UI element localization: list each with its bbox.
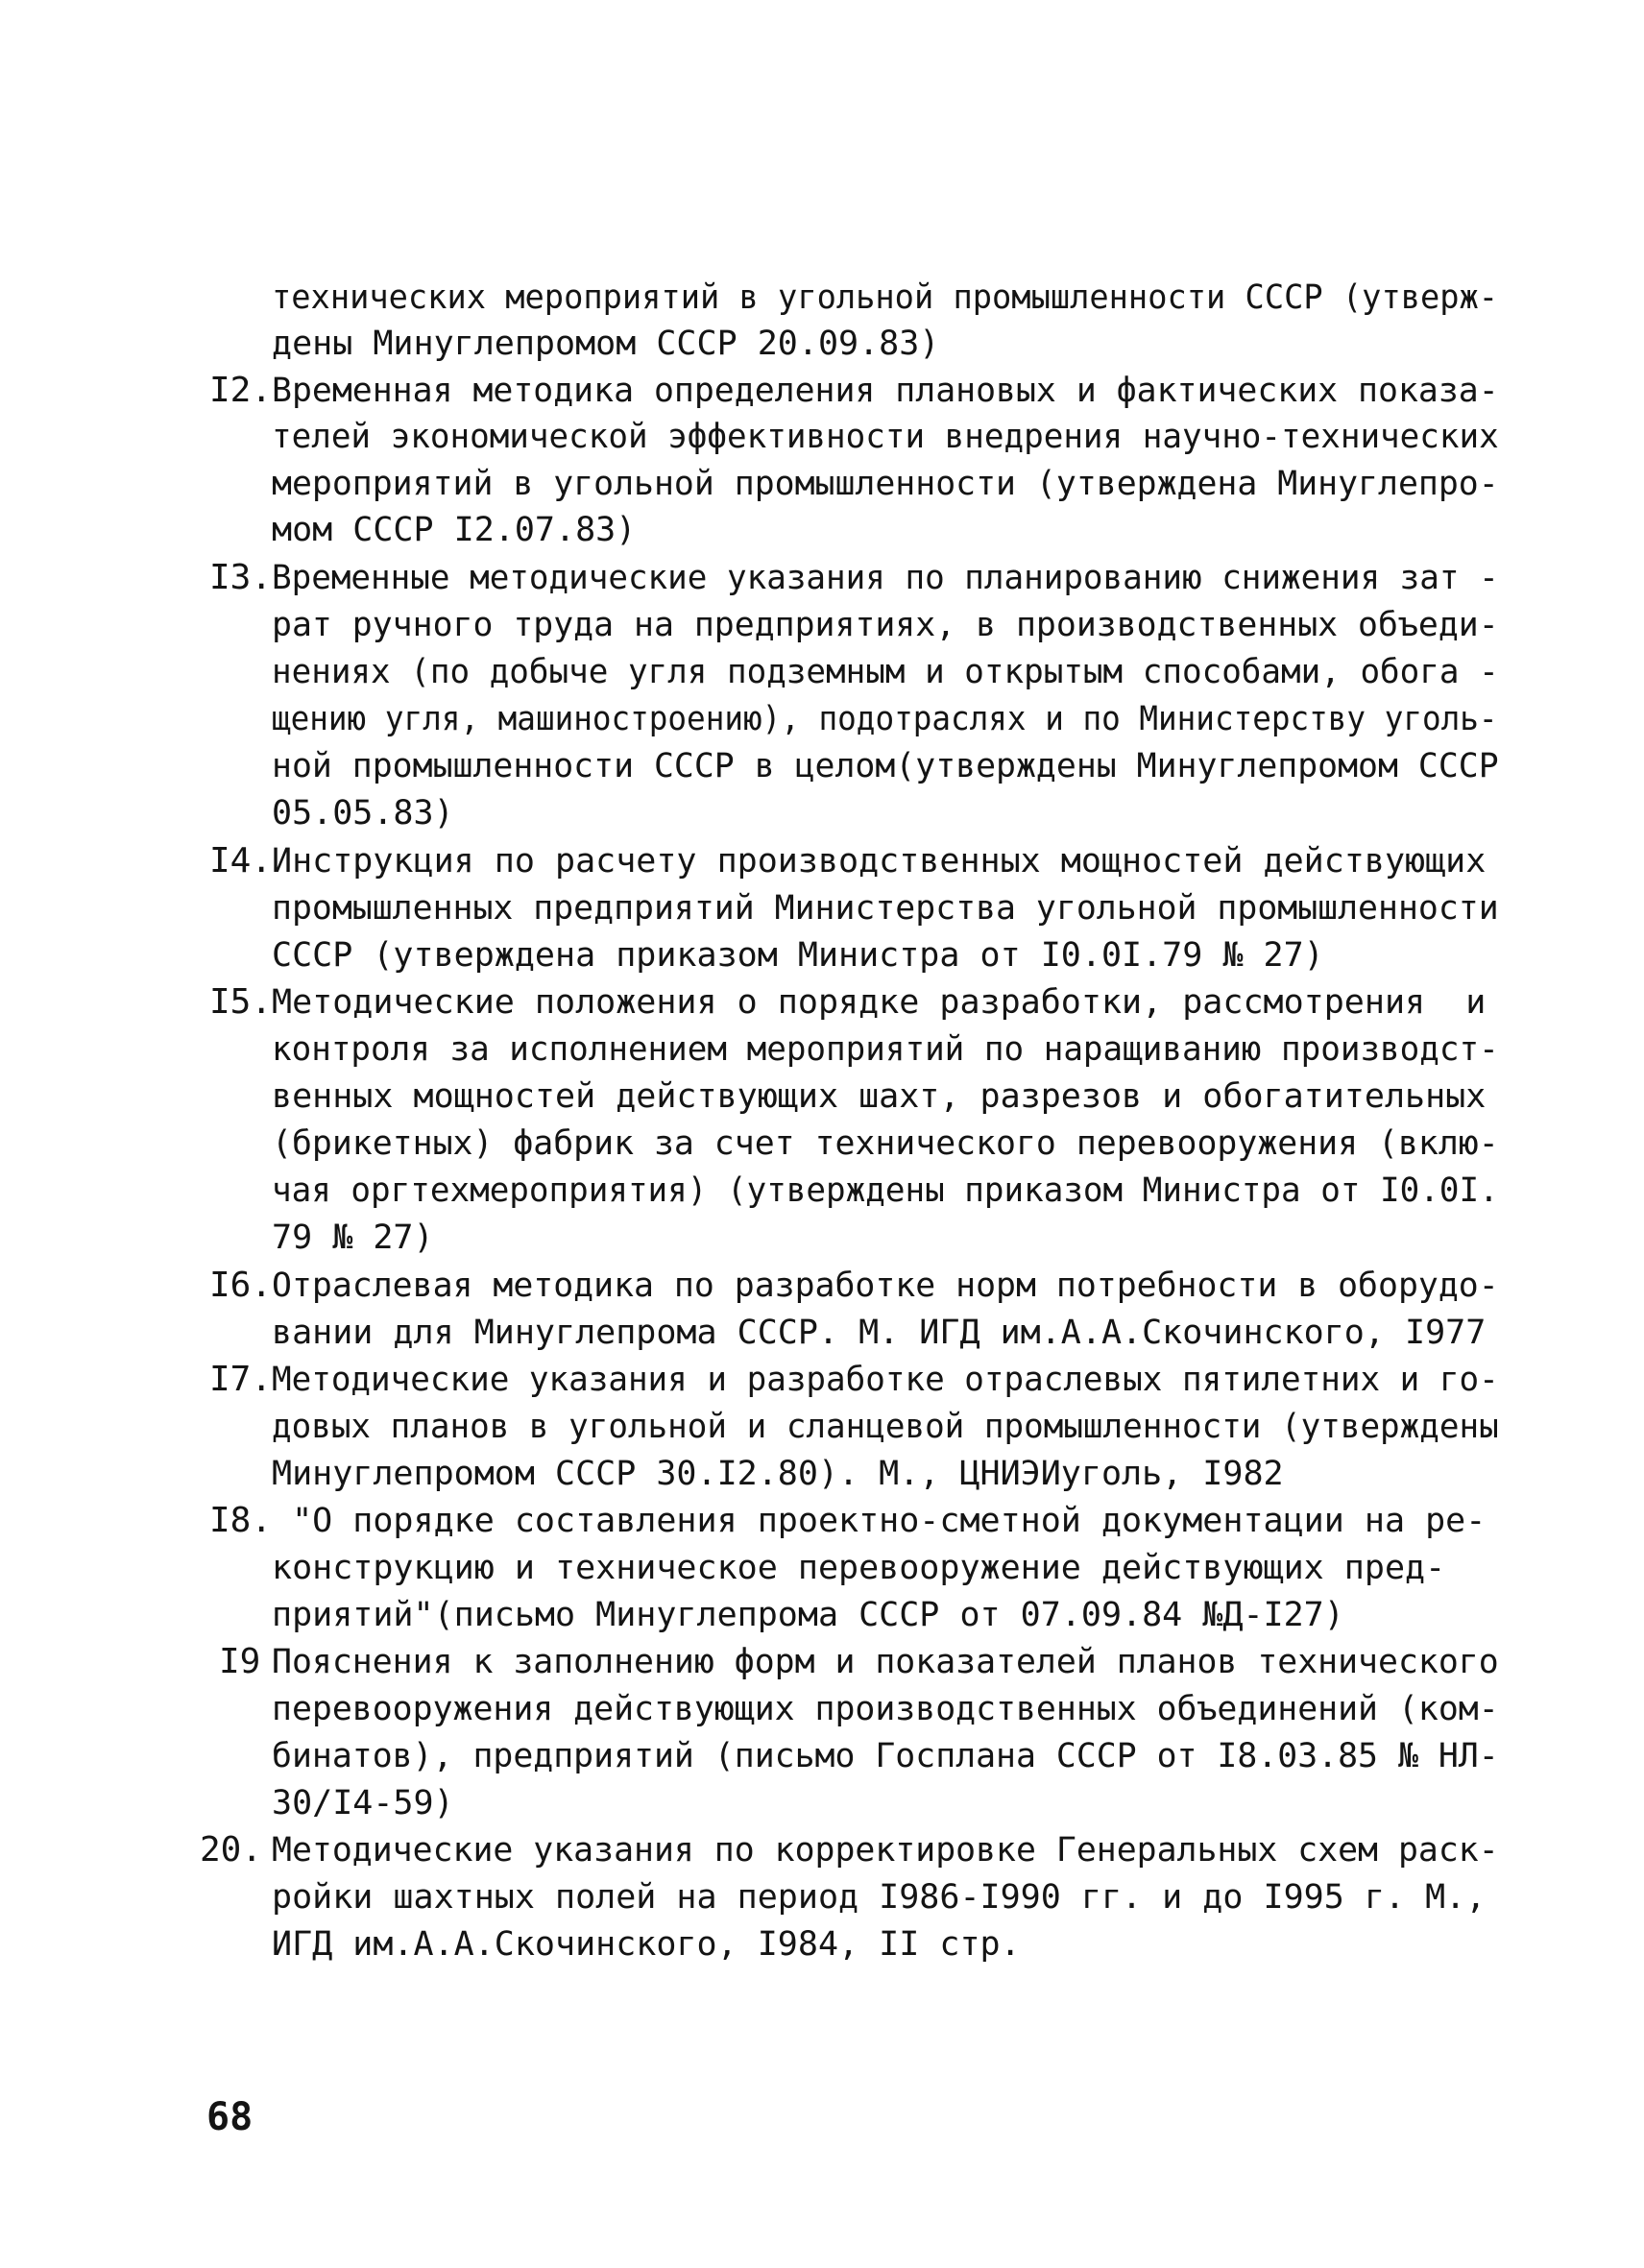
item-line: 30/I4-59) xyxy=(272,1784,454,1822)
item-line: перевооружения действующих производственных объединений (ком- xyxy=(272,1690,1499,1728)
item-line: ройки шахтных полей на период I986-I990 гг. и до I995 г. М., xyxy=(272,1878,1487,1917)
item-line: СССР (утверждена приказом Министра от I0.0I.79 № 27) xyxy=(272,936,1324,975)
item-number: I4. xyxy=(209,841,273,881)
page-number: 68 xyxy=(206,2095,254,2139)
item-line: Методические положения о порядке разработки, рассмотрения и xyxy=(272,983,1487,1022)
item-number: I6. xyxy=(209,1266,273,1305)
item-line: Пояснения к заполнению форм и показателей планов технического xyxy=(272,1643,1499,1681)
item-line: мероприятий в угольной промышленности (утверждена Минуглепро- xyxy=(272,465,1499,503)
item-line: промышленных предприятий Министерства угольной промышленности xyxy=(272,889,1499,928)
item-line: 05.05.83) xyxy=(272,794,454,832)
item-number: I5. xyxy=(209,982,273,1022)
item-line: ной промышленности СССР в целом(утверждены Минуглепромом СССР xyxy=(272,747,1499,785)
item-line: 79 № 27) xyxy=(272,1218,434,1257)
item-line: Временная методика определения плановых и фактических показа- xyxy=(272,372,1499,410)
item-line: мом СССР I2.07.83) xyxy=(272,511,637,549)
item-line: нениях (по добыче угля подземным и открытым способами, обога - xyxy=(272,653,1499,691)
lead-line: дены Минуглепромом СССР 20.09.83) xyxy=(272,325,940,363)
item-line: Инструкция по расчету производственных мощностей действующих xyxy=(272,842,1487,881)
item-line: Методические указания и разработке отраслевых пятилетних и го- xyxy=(272,1361,1499,1399)
item-line: телей экономической эффективности внедрения научно-технических xyxy=(272,418,1499,456)
item-line: ИГД им.А.А.Скочинского, I984, II стр. xyxy=(272,1925,1021,1964)
item-line: конструкцию и техническое перевооружение действующих пред- xyxy=(272,1549,1446,1587)
item-line: Минуглепромом СССР 30.I2.80). М., ЦНИЭИуголь, I982 xyxy=(272,1455,1284,1493)
item-line: чая оргтехмероприятия) (утверждены приказом Министра от I0.0I. xyxy=(272,1171,1499,1210)
item-line: щению угля, машиностроению), подотраслях и по Министерству уголь- xyxy=(272,700,1498,738)
item-line: Методические указания по корректировке Генеральных схем раск- xyxy=(272,1831,1499,1870)
item-number: I3. xyxy=(209,558,273,597)
item-line: (брикетных) фабрик за счет технического перевооружения (вклю- xyxy=(272,1124,1499,1163)
item-line: вании для Минуглепрома СССР. М. ИГД им.А.А.Скочинского, I977 xyxy=(272,1314,1487,1352)
item-line: приятий"(письмо Минуглепрома СССР от 07.09.84 №Д-I27) xyxy=(272,1596,1344,1634)
item-line: Временные методические указания по планированию снижения зат - xyxy=(272,559,1499,597)
item-number: I8. xyxy=(209,1501,273,1540)
item-line: Отраслевая методика по разработке норм потребности в оборудо- xyxy=(272,1267,1499,1305)
item-number: I2. xyxy=(209,371,273,410)
item-line: довых планов в угольной и сланцевой промышленности (утверждены xyxy=(272,1408,1499,1446)
item-number: I9 xyxy=(219,1642,261,1681)
item-line: "О порядке составления проектно-сметной документации на ре- xyxy=(272,1502,1487,1540)
item-line: бинатов), предприятий (письмо Госплана СССР от I8.03.85 № НЛ- xyxy=(272,1737,1499,1775)
item-line: контроля за исполнением мероприятий по наращиванию производст- xyxy=(272,1030,1499,1069)
item-number: I7. xyxy=(209,1360,273,1399)
item-number: 20. xyxy=(200,1830,263,1870)
lead-line: технических мероприятий в угольной промышленности СССР (утверж- xyxy=(272,278,1499,317)
item-line: рат ручного труда на предприятиях, в производственных объеди- xyxy=(272,606,1499,644)
item-line: венных мощностей действующих шахт, разрезов и обогатительных xyxy=(272,1077,1487,1116)
